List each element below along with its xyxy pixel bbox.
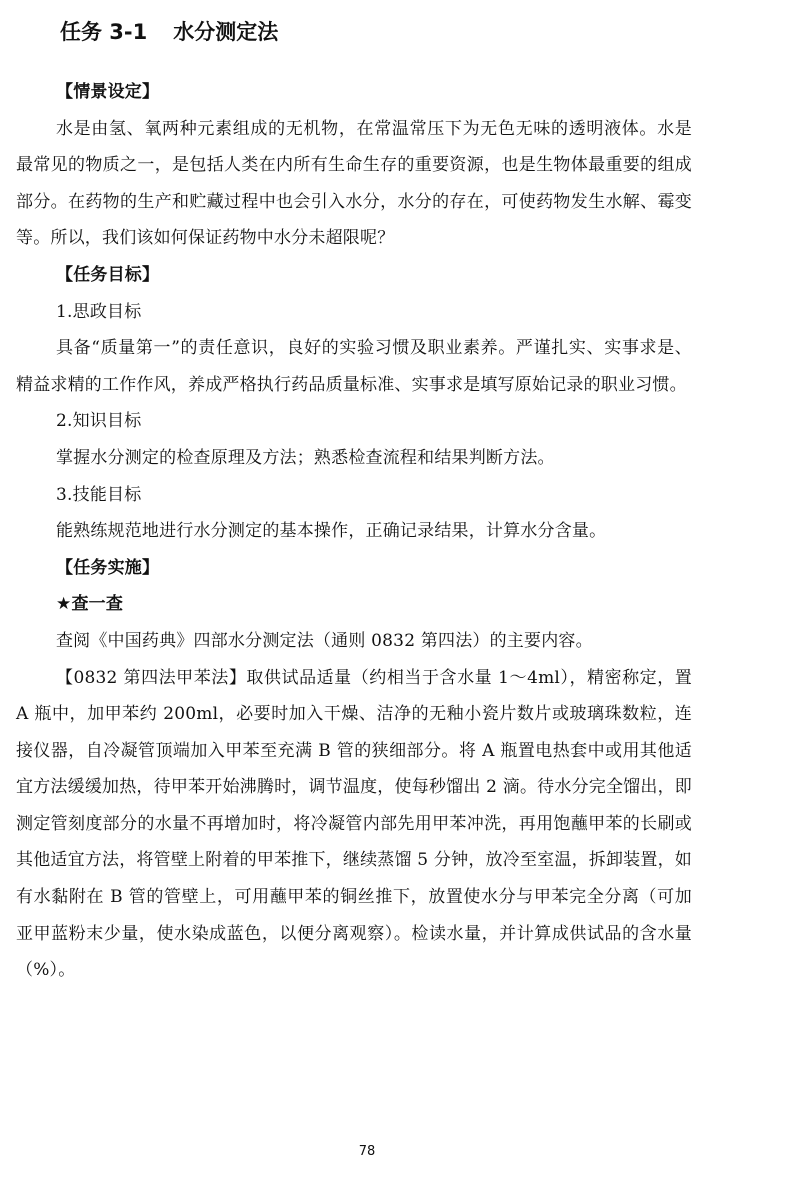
- goal-title-ideology: 1.思政目标: [56, 301, 142, 322]
- check-paragraph: 查阅《中国药典》四部水分测定法（通则 0832 第四法）的主要内容。: [55, 630, 593, 651]
- page-number: 78: [358, 1144, 376, 1159]
- task-number: 任务 3-1: [60, 20, 148, 44]
- goal-title-skill: 3.技能目标: [56, 484, 142, 505]
- scenario-paragraph: 水是由氢、氧两种元素组成的无机物，在常温常压下为无色无味的透明液体。水是最常见的物质之一，是包括人类在内所有生命生存的重要资源，也是生物体最重要的组成部分。在药物的生产和贮藏过程中也会引入水分，水分的存在，可使药物发生水解、霉变等。所以，我们该如何保证药物中水分未超限呢？: [16, 118, 692, 249]
- page-title: [60, 16, 278, 48]
- document-body: [16, 74, 692, 989]
- task-name: 水分测定法: [173, 20, 279, 44]
- method-paragraph: 【0832 第四法甲苯法】取供试品适量（约相当于含水量 1～4ml），精密称定，置 A 瓶中，加甲苯约 200ml，必要时加入干燥、洁净的无釉小瓷片数片或玻璃珠数粒，连接仪器，自冷凝管顶端加入甲苯至充满 B 管的狭细部分。将 A 瓶置电热套中或用其他适宜方法缓缓加热，待甲苯开始沸腾时，调节温度，使每秒馏出 2 滴。待水分完全馏出，即测定管刻度部分的水量不再增加时，将冷凝管内部先用甲苯冲洗，再用饱蘸甲苯的长刷或其他适宜方法，将管壁上附着的甲苯推下，继续蒸馏 5 分钟，放冷至室温，拆卸装置，如有水黏附在 B 管的管壁上，可用蘸甲苯的铜丝推下，放置使水分与甲苯完全分离（可加亚甲蓝粉末少量，使水染成蓝色，以便分离观察）。检读水量，并计算成供试品的含水量（%）。: [16, 667, 692, 981]
- goal-text-skill: 能熟练规范地进行水分测定的基本操作，正确记录结果，计算水分含量。: [55, 521, 607, 542]
- section-heading-implementation: 【任务实施】: [56, 557, 160, 578]
- section-heading-scenario: 【情景设定】: [56, 82, 160, 102]
- section-heading-goals: 【任务目标】: [56, 264, 160, 285]
- goal-title-knowledge: 2.知识目标: [56, 411, 142, 432]
- section-heading-check: ★查一查: [56, 594, 124, 615]
- goal-text-knowledge: 掌握水分测定的检查原理及方法；熟悉检查流程和结果判断方法。: [55, 447, 555, 468]
- goal-text-ideology: 具备“质量第一”的责任意识，良好的实验习惯及职业素养。严谨扎实、实事求是、精益求精的工作作风，养成严格执行药品质量标准、实事求是填写原始记录的职业习惯。: [16, 338, 692, 395]
